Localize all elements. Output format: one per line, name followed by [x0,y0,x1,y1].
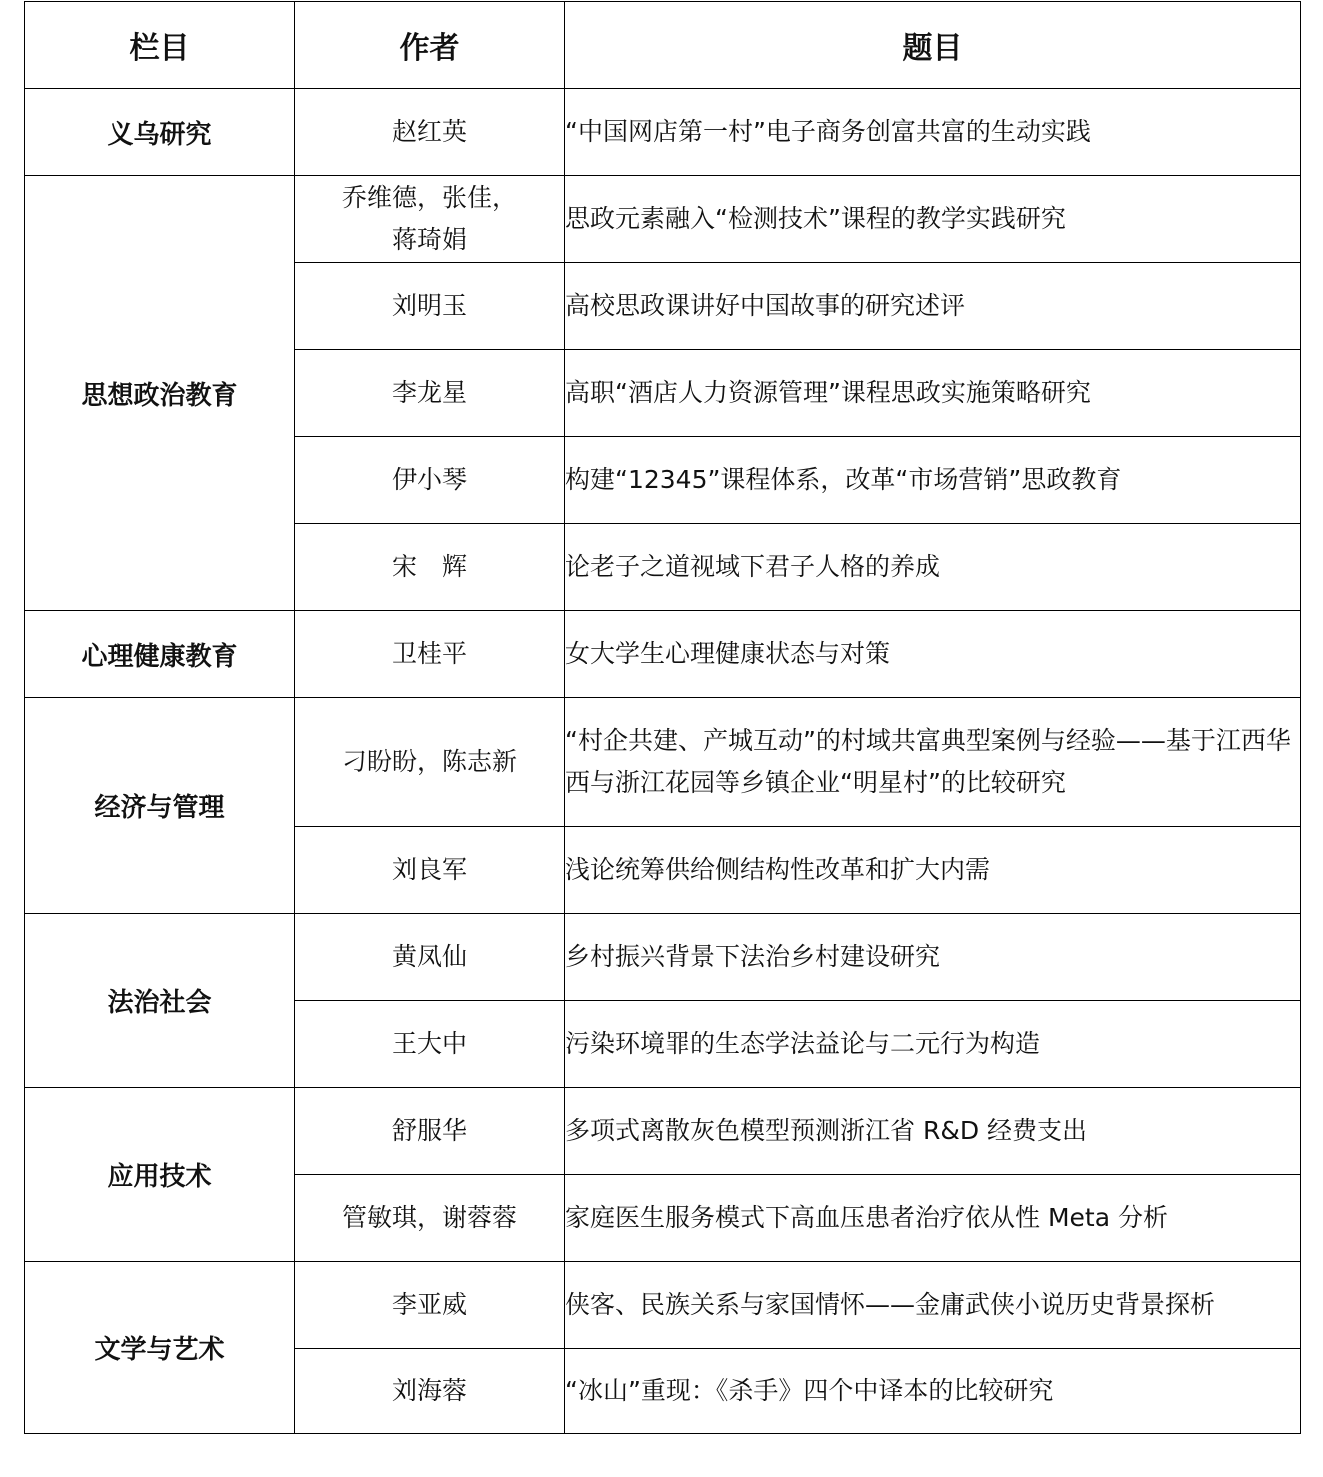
title-cell: 污染环境罪的生态学法益论与二元行为构造 [565,1001,1301,1088]
author-cell: 刘海蓉 [295,1349,565,1434]
contents-table [24,1,1301,1434]
title-cell: 浅论统筹供给侧结构性改革和扩大内需 [565,827,1301,914]
section-label: 心理健康教育 [25,611,295,698]
author-cell: 伊小琴 [295,437,565,524]
table-row [25,176,1301,263]
header-author: 作者 [295,2,565,89]
section-label: 思想政治教育 [25,176,295,611]
table-row [25,1088,1301,1175]
author-cell: 王大中 [295,1001,565,1088]
author-cell: 卫桂平 [295,611,565,698]
author-cell: 李亚威 [295,1262,565,1349]
table-row [25,914,1301,1001]
title-cell: 论老子之道视域下君子人格的养成 [565,524,1301,611]
header-row [25,2,1301,89]
table-row [25,89,1301,176]
title-cell: 乡村振兴背景下法治乡村建设研究 [565,914,1301,1001]
table-row [25,698,1301,827]
author-cell: 舒服华 [295,1088,565,1175]
title-cell: “中国网店第一村”电子商务创富共富的生动实践 [565,89,1301,176]
section-label: 应用技术 [25,1088,295,1262]
section-label: 经济与管理 [25,698,295,914]
title-cell: 女大学生心理健康状态与对策 [565,611,1301,698]
author-cell: 管敏琪，谢蓉蓉 [295,1175,565,1262]
section-label: 文学与艺术 [25,1262,295,1434]
author-cell: 刘明玉 [295,263,565,350]
title-cell: “村企共建、产城互动”的村域共富典型案例与经验——基于江西华西与浙江花园等乡镇企业“明星村”的比较研究 [565,698,1301,827]
header-title: 题目 [565,2,1301,89]
title-cell: 多项式离散灰色模型预测浙江省 R&D 经费支出 [565,1088,1301,1175]
section-label: 义乌研究 [25,89,295,176]
title-cell: 侠客、民族关系与家国情怀——金庸武侠小说历史背景探析 [565,1262,1301,1349]
author-cell: 李龙星 [295,350,565,437]
title-cell: 高校思政课讲好中国故事的研究述评 [565,263,1301,350]
header-column: 栏目 [25,2,295,89]
title-cell: 高职“酒店人力资源管理”课程思政实施策略研究 [565,350,1301,437]
author-cell: 赵红英 [295,89,565,176]
section-label: 法治社会 [25,914,295,1088]
title-cell: 构建“12345”课程体系，改革“市场营销”思政教育 [565,437,1301,524]
author-cell: 刁盼盼，陈志新 [295,698,565,827]
author-cell: 宋 辉 [295,524,565,611]
table-row [25,1262,1301,1349]
table-row [25,611,1301,698]
title-cell: “冰山”重现：《杀手》四个中译本的比较研究 [565,1349,1301,1434]
title-cell: 家庭医生服务模式下高血压患者治疗依从性 Meta 分析 [565,1175,1301,1262]
title-cell: 思政元素融入“检测技术”课程的教学实践研究 [565,176,1301,263]
author-cell: 刘良军 [295,827,565,914]
author-cell: 黄凤仙 [295,914,565,1001]
author-cell: 乔维德，张佳，蒋琦娟 [295,176,565,263]
